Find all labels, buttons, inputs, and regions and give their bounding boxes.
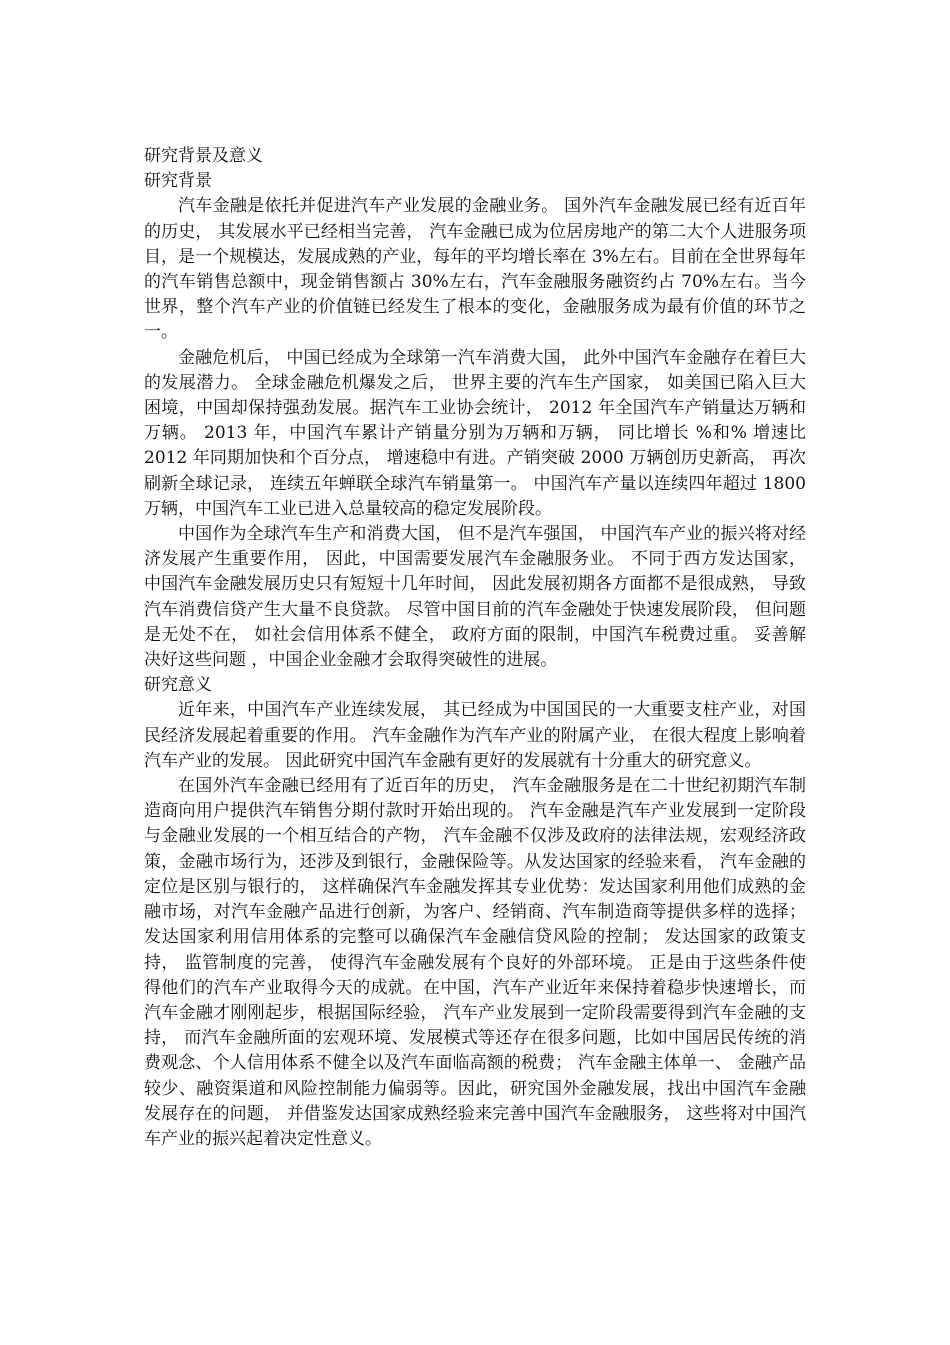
section-heading-significance: 研究意义 (144, 675, 212, 696)
paragraph: 在国外汽车金融已经用有了近百年的历史， 汽车金融服务是在二十世纪初期汽车制造商向用户提供汽车销售分期付款时开始出现的。 汽车金融是汽车产业发展到一定阶段与金融业发展的一个相互结合的产物， 汽车金融不仅涉及政府的法律法规，宏观经济政策，金融市场行为，还涉及到银行，金融保险等。从发达国家的经验来看， 汽车金融的定位是区别与银行的， 这样确保汽车金融发挥其专业优势：发达国家利用他们成熟的金融市场，对汽车金融产品进行创新，为客户、经销商、汽车制造商等提供多样的选择； 发达国家利用信用体系的完整可以确保汽车金融信贷风险的控制； 发达国家的政策支持， 监管制度的完善， 使得汽车金融发展有个良好的外部环境。 正是由于这些条件使得他们的汽车产业取得今天的成就。在中国，汽车产业近年来保持着稳步快速增长，而汽车金融才刚刚起步，根据国际经验， 汽车产业发展到一定阶段需要得到汽车金融的支持， 而汽车金融所面的宏观环境、发展模式等还存在很多问题，比如中国居民传统的消费观念、个人信用体系不健全以及汽车面临高额的税费； 汽车金融主体单一、 金融产品较少、融资渠道和风险控制能力偏弱等。因此，研究国外金融发展，找出中国汽车金融发展存在的问题， 并借鉴发达国家成熟经验来完善中国汽车金融服务， 这些将对中国汽车产业的振兴起着决定性意义。 (144, 776, 806, 1149)
document-title: 研究背景及意义 (144, 146, 263, 166)
paragraph: 近年来，中国汽车产业连续发展， 其已经成为中国国民的一大重要支柱产业，对国民经济发展起着重要的作用。 汽车金融作为汽车产业的附属产业， 在很大程度上影响着汽车产业的发展。 因此研究中国汽车金融有更好的发展就有十分重大的研究意义。 (144, 700, 806, 771)
paragraph: 汽车金融是依托并促进汽车产业发展的金融业务。 国外汽车金融发展已经有近百年的历史， 其发展水平已经相当完善， 汽车金融已成为位居房地产的第二大个人进服务项目，是一个规模达，发展成熟的产业，每年的平均增长率在 3%左右。目前在全世界每年的汽车销售总额中，现金销售额占 30%左右，汽车金融服务融资约占 70%左右。当今世界，整个汽车产业的价值链已经发生了根本的变化，金融服务成为最有价值的环节之一。 (144, 196, 806, 343)
document-body (144, 144, 806, 1152)
paragraph: 金融危机后， 中国已经成为全球第一汽车消费大国， 此外中国汽车金融存在着巨大的发展潜力。 全球金融危机爆发之后， 世界主要的汽车生产国家， 如美国已陷入巨大困境，中国却保持强劲发展。据汽车工业协会统计， 2012 年全国汽车产销量达万辆和万辆。 2013 年，中国汽车累计产销量分别为万辆和万辆， 同比增长 %和% 增速比 2012 年同期加快和个百分点， 增速稳中有进。产销突破 2000 万辆创历史新高， 再次刷新全球记录， 连续五年蝉联全球汽车销量第一。 中国汽车产量以连续四年超过 1800 万辆，中国汽车工业已进入总量较高的稳定发展阶段。 (144, 347, 806, 519)
section-heading-background: 研究背景 (144, 171, 212, 192)
paragraph: 中国作为全球汽车生产和消费大国， 但不是汽车强国， 中国汽车产业的振兴将对经济发展产生重要作用， 因此，中国需要发展汽车金融服务业。 不同于西方发达国家， 中国汽车金融发展历史只有短短十几年时间， 因此发展初期各方面都不是很成熟， 导致汽车消费信贷产生大量不良贷款。 尽管中国目前的汽车金融处于快速发展阶段， 但问题是无处不在， 如社会信用体系不健全， 政府方面的限制，中国汽车税费过重。 妥善解决好这些问题 ，中国企业金融才会取得突破性的进展。 (144, 524, 806, 671)
